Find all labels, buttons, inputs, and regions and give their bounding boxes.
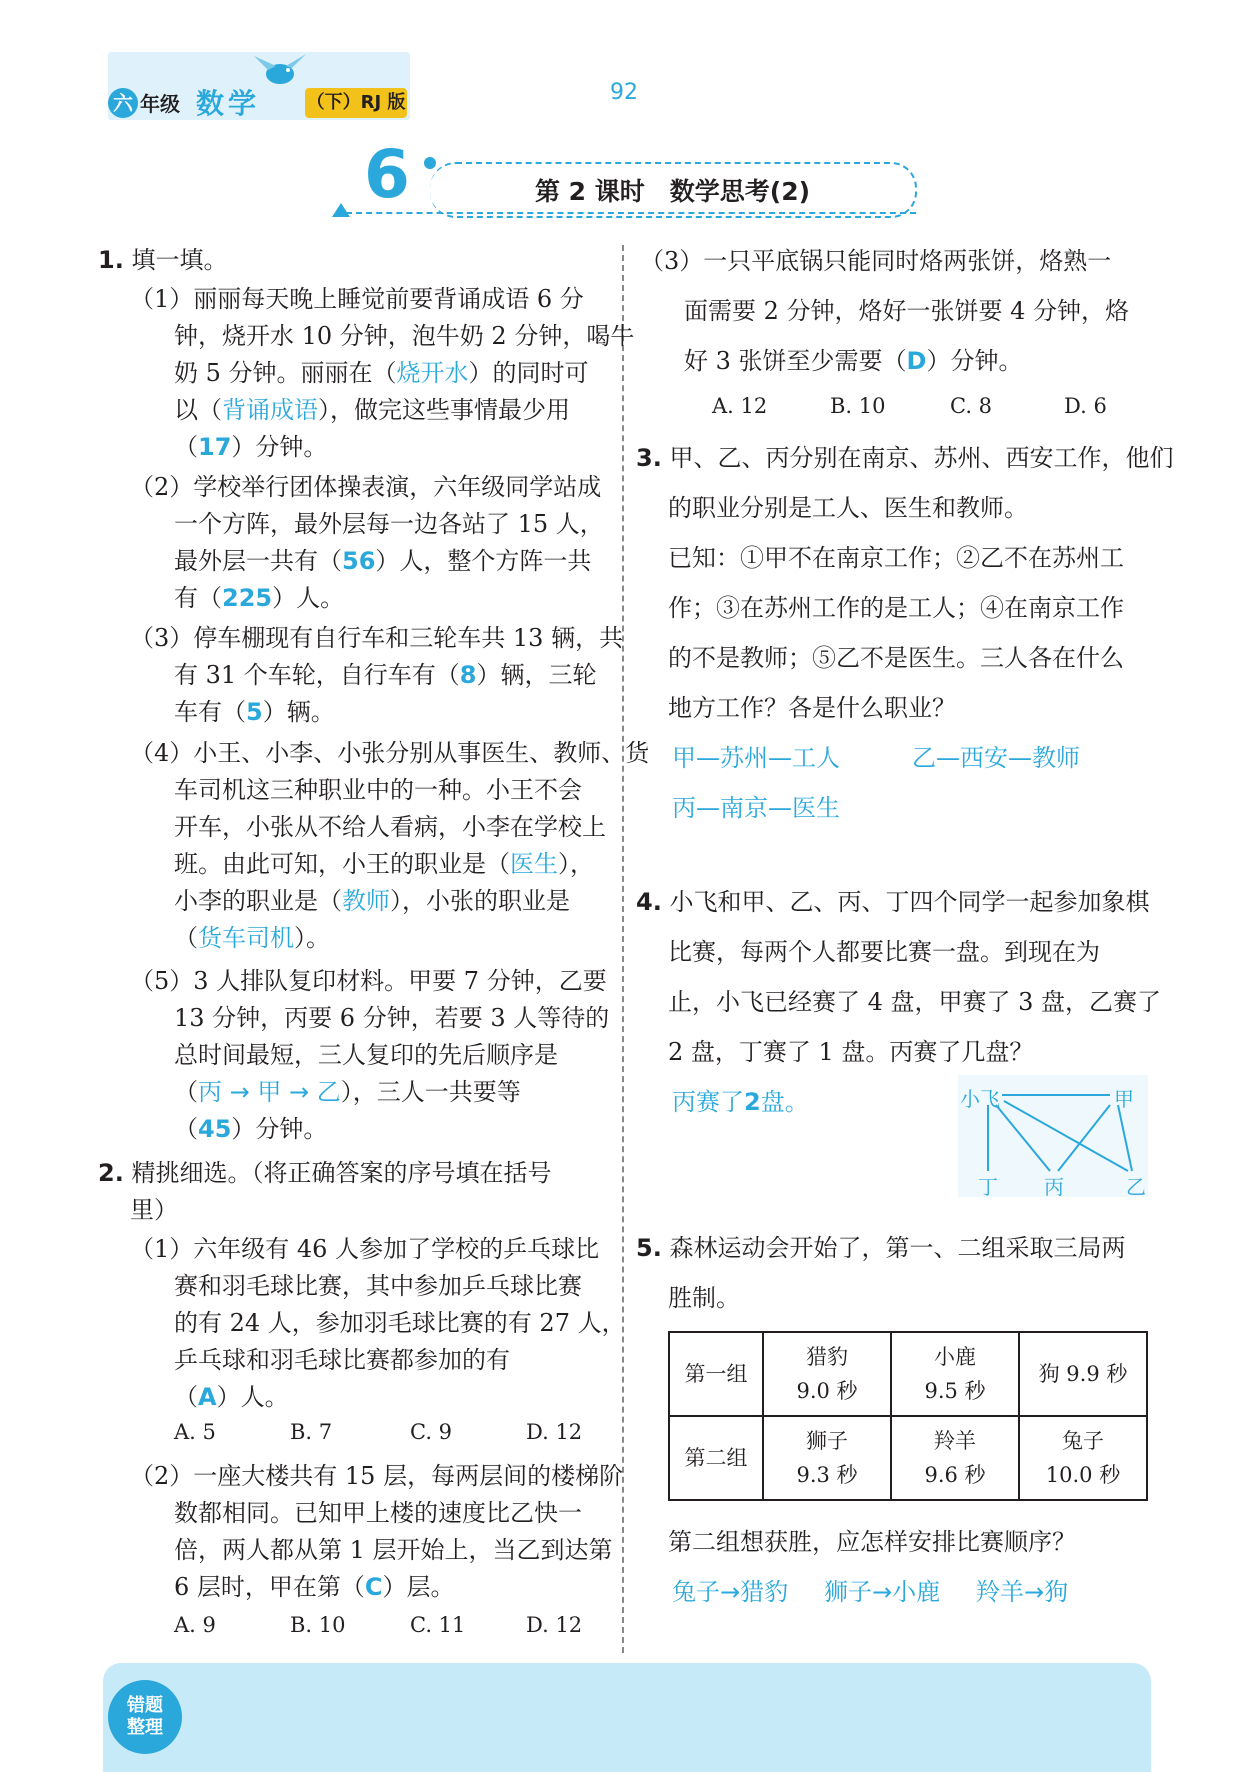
q1-part-3 xyxy=(130,619,624,739)
q2p2-line1: （2）一座大楼共有 15 层，每两层间的楼梯阶 xyxy=(130,1462,624,1490)
q1p2-line1: （2）学校举行团体操表演，六年级同学站成 xyxy=(130,473,602,501)
title-underline xyxy=(346,212,916,214)
node-xiaofei: 小飞 xyxy=(960,1087,1000,1111)
q2p3-line3a: 好 3 张饼至少需要（ xyxy=(684,347,907,375)
q2p1-line5a: （ xyxy=(174,1383,198,1411)
title-triangle-icon xyxy=(332,203,350,217)
q2p2-answer1: C xyxy=(364,1573,383,1601)
animal-time: 9.6 秒 xyxy=(924,1463,986,1487)
grade-badge: 六 xyxy=(108,88,138,118)
q3-line6: 地方工作？各是什么职业？ xyxy=(668,694,956,722)
table-cell xyxy=(1019,1416,1147,1500)
q1p3-answer1: 8 xyxy=(459,661,477,689)
q1p5-line3: 总时间最短，三人复印的先后顺序是 xyxy=(174,1041,558,1069)
q4-answer-a: 丙赛了 xyxy=(672,1088,744,1116)
q1-part-4 xyxy=(130,734,650,964)
badge-line1: 错题 xyxy=(127,1695,163,1716)
q1p1-answer2: 背诵成语 xyxy=(222,396,318,424)
q1p4-line2: 车司机这三种职业中的一种。小王不会 xyxy=(174,776,582,804)
q4-line2: 比赛，每两个人都要比赛一盘。到现在为 xyxy=(668,938,1100,966)
q1p2-line4b: ）人。 xyxy=(272,584,345,612)
subject-label: 数学 xyxy=(196,87,261,120)
q1p3-answer2: 5 xyxy=(246,698,263,726)
q2p3-line2: 面需要 2 分钟，烙好一张饼要 4 分钟，烙 xyxy=(684,297,1130,325)
q3-line5: 的不是教师；⑤乙不是医生。三人各在什么 xyxy=(668,644,1124,672)
q1p4-line5b: ），小张的职业是 xyxy=(390,887,570,915)
q1p1-line4a: 以（ xyxy=(174,396,222,424)
q1p1-answer3: 17 xyxy=(198,433,232,461)
animal-name: 狮子 xyxy=(806,1429,848,1453)
q4-line3: 止，小飞已经赛了 4 盘，甲赛了 3 盘，乙赛了 xyxy=(668,988,1162,1016)
q2p3-answer1: D xyxy=(906,347,927,375)
q1p1-line5a: （ xyxy=(174,433,198,461)
table-cell xyxy=(763,1416,891,1500)
q2p2-line4a: 6 层时，甲在第（ xyxy=(174,1573,365,1601)
q1p3-line3a: 车有（ xyxy=(174,698,246,726)
q2p1-line3: 的有 24 人，参加羽毛球比赛的有 27 人， xyxy=(174,1309,626,1337)
animal-time: 10.0 秒 xyxy=(1045,1463,1121,1487)
q1p5-line1: （5）3 人排队复印材料。甲要 7 分钟，乙要 xyxy=(130,967,607,995)
q1p3-line3b: ）辆。 xyxy=(262,698,335,726)
q2p2-option-a: A. 9 xyxy=(174,1613,216,1637)
table-cell: 狗 9.9 秒 xyxy=(1019,1332,1147,1416)
q2-heading1: 精挑细选。（将正确答案的序号填在括号 xyxy=(131,1159,552,1187)
q1p4-answer3: 货车司机 xyxy=(198,924,294,952)
animal-name: 猎豹 xyxy=(806,1345,848,1369)
node-yi: 乙 xyxy=(1126,1175,1146,1199)
edge-jia-yi xyxy=(1118,1105,1132,1171)
q2p2-option-d: D. 12 xyxy=(526,1613,583,1637)
q1p1-line4b: ），做完这些事情最少用 xyxy=(318,396,570,424)
q2-part-3 xyxy=(640,239,1160,429)
q2p2-line2: 数都相同。已知甲上楼的速度比乙快一 xyxy=(174,1499,582,1527)
node-jia: 甲 xyxy=(1114,1087,1134,1111)
question-5 xyxy=(636,1226,1156,1326)
q2p1-option-d: D. 12 xyxy=(526,1420,583,1444)
q2p3-option-d: D. 6 xyxy=(1064,394,1107,418)
table-cell xyxy=(891,1332,1019,1416)
mistake-review-badge xyxy=(108,1680,182,1754)
q1p3-line2b: ）辆，三轮 xyxy=(476,661,597,689)
q2p1-option-b: B. 7 xyxy=(290,1420,333,1444)
q4-number: 4. xyxy=(636,888,662,916)
question-2 xyxy=(98,1154,618,1234)
q3-line4: 作；③在苏州工作的是工人；④在南京工作 xyxy=(668,594,1124,622)
badge-line2: 整理 xyxy=(127,1717,163,1738)
q2p2-option-b: B. 10 xyxy=(290,1613,346,1637)
q4-line1: 小飞和甲、乙、丙、丁四个同学一起参加象棋 xyxy=(669,888,1150,916)
q2-heading2: 里） xyxy=(130,1196,178,1224)
table-cell xyxy=(763,1332,891,1416)
q5-question-block xyxy=(668,1520,1148,1610)
q3-answer1: 甲—苏州—工人 xyxy=(672,744,840,772)
q1-part-1 xyxy=(130,280,635,480)
q1p2-answer1: 56 xyxy=(342,547,376,575)
race-table xyxy=(668,1331,1148,1501)
q3-number: 3. xyxy=(636,444,662,472)
q1p2-answer2: 225 xyxy=(222,584,273,612)
animal-time: 9.0 秒 xyxy=(796,1379,858,1403)
edge-xiaofei-bing xyxy=(996,1105,1050,1171)
table-row xyxy=(669,1416,1147,1500)
q1p4-line4a: 班。由此可知，小王的职业是（ xyxy=(174,850,510,878)
q1p5-line5b: ）分钟。 xyxy=(231,1115,328,1143)
q2-part-2 xyxy=(130,1457,624,1657)
q1p2-line3a: 最外层一共有（ xyxy=(174,547,342,575)
q2p1-line4: 乒乓球和羽毛球比赛都参加的有 xyxy=(174,1346,510,1374)
node-bing: 丙 xyxy=(1044,1175,1064,1199)
q2p1-line5b: ）人。 xyxy=(216,1383,289,1411)
q2p3-option-b: B. 10 xyxy=(830,394,886,418)
q1p5-line2: 13 分钟，丙要 6 分钟，若要 3 人等待的 xyxy=(174,1004,610,1032)
q1p4-line3: 开车，小张从不给人看病，小李在学校上 xyxy=(174,813,606,841)
edge-jia-bing xyxy=(1058,1105,1110,1171)
page-number: 92 xyxy=(610,80,638,105)
q1p2-line4a: 有（ xyxy=(174,584,222,612)
q3-line2: 的职业分别是工人、医生和教师。 xyxy=(668,494,1028,522)
q1p1-answer1: 烧开水 xyxy=(396,359,469,387)
animal-time: 9.3 秒 xyxy=(796,1463,858,1487)
q2-part-1 xyxy=(130,1230,626,1460)
q1p3-line1: （3）停车棚现有自行车和三轮车共 13 辆，共 xyxy=(130,624,624,652)
q2p2-line3: 倍，两人都从第 1 层开始上，当乙到达第 xyxy=(174,1536,613,1564)
q4-answer-num: 2 xyxy=(744,1088,761,1116)
q5-answer1: 兔子→猎豹 xyxy=(672,1578,789,1606)
q1p2-line2: 一个方阵，最外层每一边各站了 15 人， xyxy=(174,510,604,538)
q1p4-line4b: ）， xyxy=(558,850,594,878)
animal-name: 小鹿 xyxy=(934,1345,976,1369)
q1-heading: 填一填。 xyxy=(131,246,228,274)
mistake-review-area[interactable] xyxy=(103,1663,1151,1772)
q3-answer3: 丙—南京—医生 xyxy=(672,794,840,822)
q1p5-line4a: （ xyxy=(174,1078,198,1106)
q2p1-answer1: A xyxy=(198,1383,217,1411)
q2p3-option-c: C. 8 xyxy=(950,394,993,418)
q5-line2: 胜制。 xyxy=(668,1284,740,1312)
grade-label: 年级 xyxy=(140,92,180,116)
question-3 xyxy=(636,436,1174,822)
q2p3-line1: （3）一只平底锅只能同时烙两张饼，烙熟一 xyxy=(640,247,1112,275)
q1p4-line6a: （ xyxy=(174,924,198,952)
table-cell xyxy=(891,1416,1019,1500)
q2p1-option-a: A. 5 xyxy=(174,1420,216,1444)
q3-answer2: 乙—西安—教师 xyxy=(912,744,1080,772)
q1p5-answer1: 丙 → 甲 → 乙 xyxy=(198,1078,341,1106)
node-ding: 丁 xyxy=(978,1175,998,1199)
q2p1-option-c: C. 9 xyxy=(410,1420,453,1444)
q2p2-option-c: C. 11 xyxy=(410,1613,466,1637)
q2p2-line4b: ）层。 xyxy=(382,1573,455,1601)
q1p1-line3a: 奶 5 分钟。丽丽在（ xyxy=(174,359,397,387)
q1p2-line3b: ）人，整个方阵一共 xyxy=(375,547,592,575)
title-dot-icon xyxy=(424,157,436,169)
lesson-title: 第 2 课时 数学思考(2) xyxy=(534,177,811,206)
volume-label: （下）RJ 版 xyxy=(305,88,407,118)
group-cell: 第一组 xyxy=(669,1332,763,1416)
q3-line3: 已知：①甲不在南京工作；②乙不在苏州工 xyxy=(668,544,1124,572)
chapter-number: 6 xyxy=(364,136,410,213)
animal-name: 兔子 xyxy=(1062,1429,1104,1453)
q5-number: 5. xyxy=(636,1234,662,1262)
q1p5-line4b: ），三人一共要等 xyxy=(340,1078,521,1106)
q5-line1: 森林运动会开始了，第一、二组采取三局两 xyxy=(669,1234,1126,1262)
q1p5-answer2: 45 xyxy=(198,1115,232,1143)
q5-question: 第二组想获胜，应怎样安排比赛顺序？ xyxy=(668,1528,1076,1556)
table-row xyxy=(669,1332,1147,1416)
q5-answer3: 羚羊→狗 xyxy=(976,1578,1069,1606)
q1-part-5 xyxy=(130,962,620,1162)
q1p4-answer1: 医生 xyxy=(510,850,558,878)
q2p1-line1: （1）六年级有 46 人参加了学校的乒乓球比 xyxy=(130,1235,600,1263)
animal-name: 羚羊 xyxy=(934,1429,976,1453)
q1p1-line3b: ）的同时可 xyxy=(468,359,589,387)
q1p4-line5a: 小李的职业是（ xyxy=(174,887,342,915)
q1p4-line6b: ）。 xyxy=(294,924,330,952)
q3-line1: 甲、乙、丙分别在南京、苏州、西安工作，他们 xyxy=(669,444,1174,472)
q2p3-option-a: A. 12 xyxy=(712,394,768,418)
match-diagram xyxy=(958,1075,1148,1197)
q2-number: 2. xyxy=(98,1159,124,1187)
q4-line4: 2 盘，丁赛了 1 盘。丙赛了几盘？ xyxy=(668,1038,1034,1066)
q1p3-line2a: 有 31 个车轮，自行车有（ xyxy=(174,661,460,689)
q1p5-line5a: （ xyxy=(174,1115,198,1143)
q1p4-line1: （4）小王、小李、小张分别从事医生、教师、货 xyxy=(130,739,650,767)
q4-answer-b: 盘。 xyxy=(760,1088,809,1116)
q1p1-line5b: ）分钟。 xyxy=(231,433,328,461)
q1p1-line1: （1）丽丽每天晚上睡觉前要背诵成语 6 分 xyxy=(130,285,584,313)
group-cell: 第二组 xyxy=(669,1416,763,1500)
q1-part-2 xyxy=(130,468,620,628)
q1p1-line2: 钟，烧开水 10 分钟，泡牛奶 2 分钟，喝牛 xyxy=(174,322,635,350)
column-divider xyxy=(622,245,624,1653)
animal-time: 9.5 秒 xyxy=(924,1379,986,1403)
q5-answer2: 狮子→小鹿 xyxy=(824,1578,941,1606)
q2p1-line2: 赛和羽毛球比赛，其中参加乒乓球比赛 xyxy=(174,1272,582,1300)
bird-logo-icon xyxy=(250,50,310,92)
q2p3-line3b: ）分钟。 xyxy=(926,347,1023,375)
q1-number: 1. xyxy=(98,246,124,274)
q1p4-answer2: 教师 xyxy=(342,887,390,915)
